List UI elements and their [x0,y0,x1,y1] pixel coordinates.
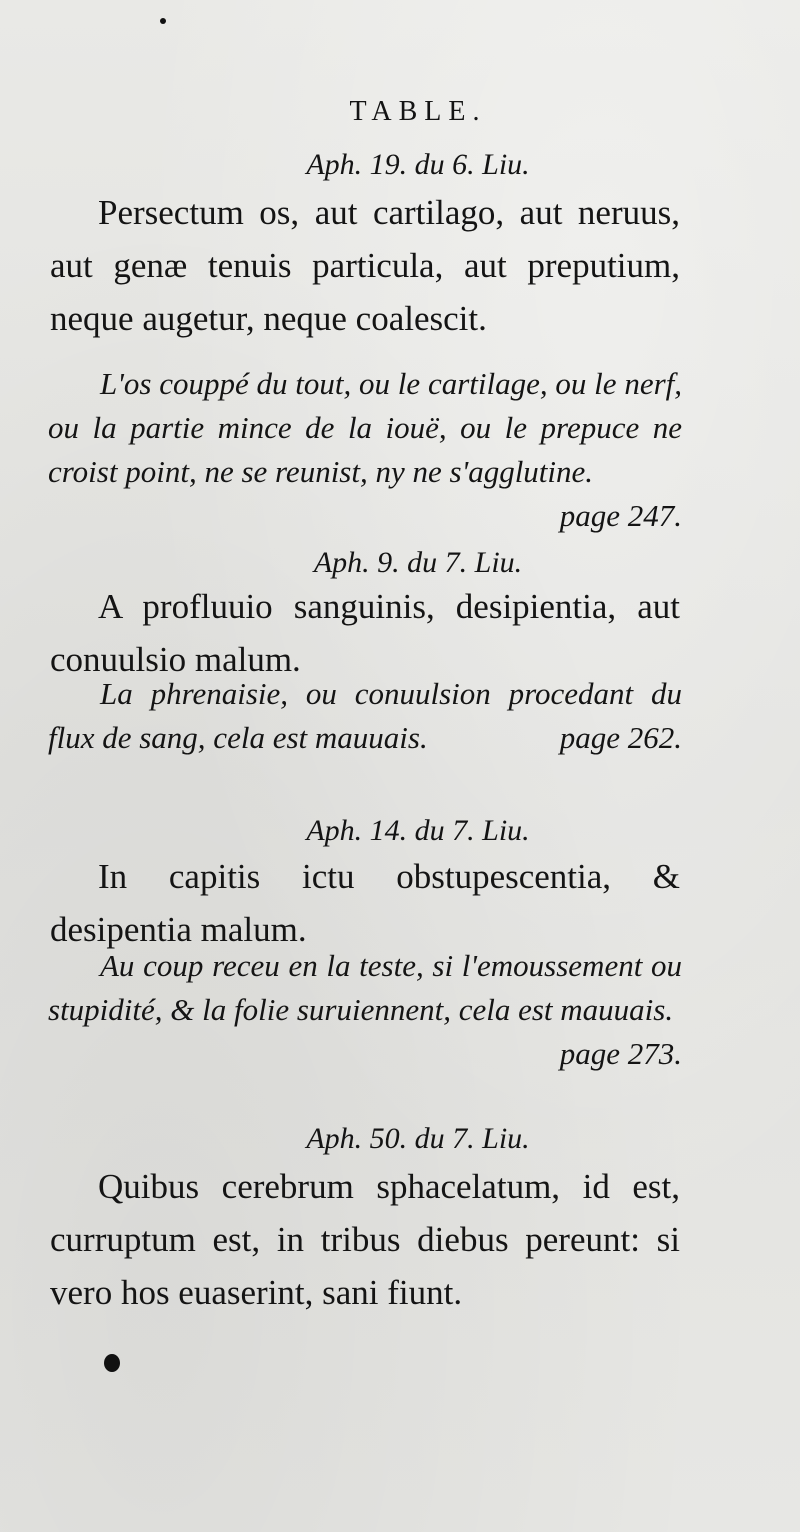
aphorism-latin-text: A profluuio sanguinis, desipientia, aut conuulsio malum. [50,587,680,679]
aphorism-latin-text: Quibus cerebrum sphacelatum, id est, curruptum est, in tribus diebus pereunt: si vero hos euaserint, sani fiunt. [50,1167,680,1312]
aphorism-heading: Aph. 14. du 7. Liu. [306,814,530,847]
page-header: TABLE. [349,96,487,127]
aphorism-heading: Aph. 9. du 7. Liu. [313,546,523,579]
ink-blot [104,1354,120,1372]
aphorism-heading: Aph. 19. du 6. Liu. [306,148,530,181]
french-translation: L'os couppé du tout, ou le cartilage, ou le nerf, ou la partie mince de la iouë, ou le prepuce ne croist point, ne se reunist, ny ne s'agglutine. [48,366,682,489]
aphorism-latin-text: In capitis ictu obstupescentia, & desipentia malum. [50,857,680,949]
page-reference: page 262. [559,720,682,755]
page-reference: page 273. [559,1036,682,1071]
french-translation: Au coup receu en la teste, si l'emoussement ou stupidité, & la folie suruiennent, cela est mauuais. [48,948,682,1027]
aphorism-latin-text: Persectum os, aut cartilago, aut neruus, aut genæ tenuis particula, aut preputium, neque augetur, neque coalescit. [50,193,680,338]
aphorism-french-text [48,944,682,1076]
aphorism-heading: Aph. 50. du 7. Liu. [306,1122,530,1155]
ink-speck [160,18,166,24]
aphorism-french-text [48,362,682,538]
french-translation: La phrenaisie, ou conuulsion procedant du flux de sang, cela est mauuais. [48,676,682,755]
page-reference: page 247. [559,498,682,533]
aphorism-french-text [48,672,682,760]
